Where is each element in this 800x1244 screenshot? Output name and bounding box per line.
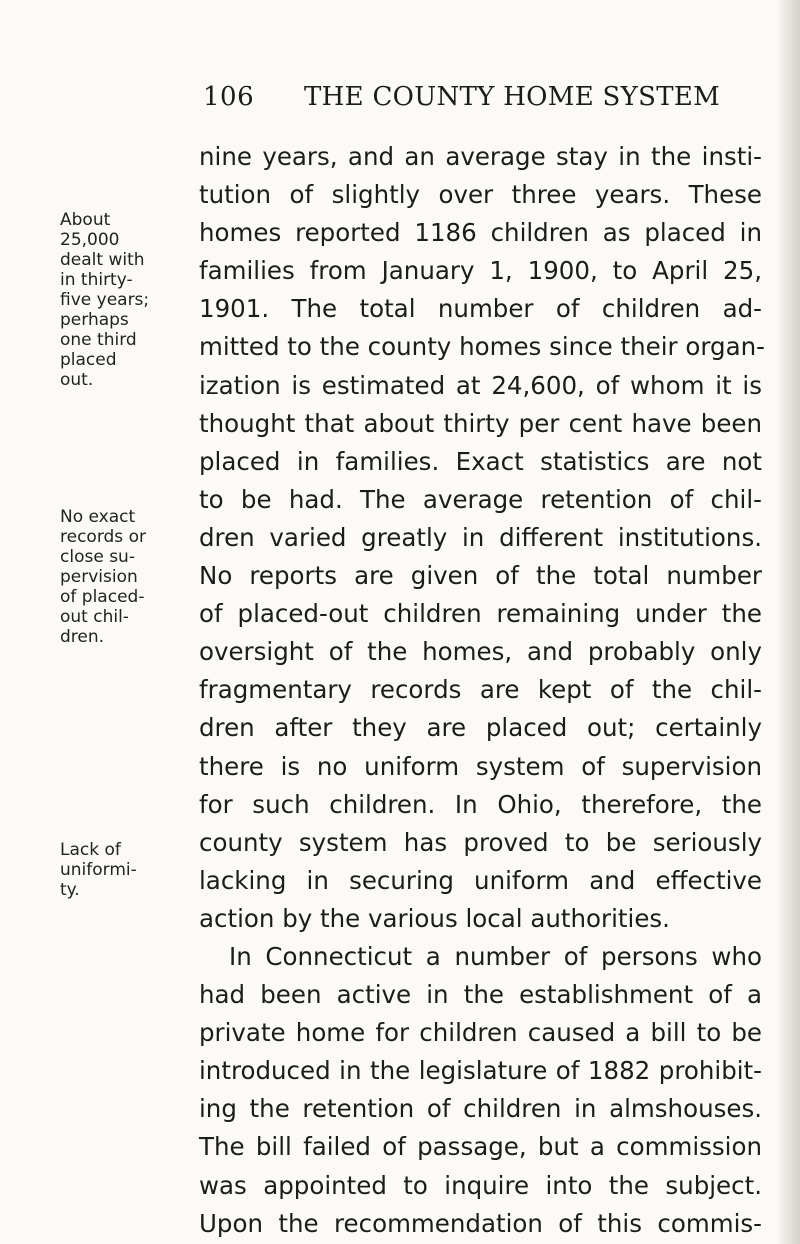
body-line: families from January 1, 1900, to April 25, <box>199 256 762 286</box>
margin-note-line: dren. <box>60 627 105 647</box>
body-line: there is no uniform system of supervision <box>199 751 762 781</box>
body-line: for such children. In Ohio, therefore, the <box>199 789 762 819</box>
margin-note-line: close su- <box>60 547 135 567</box>
margin-note-line: Lack of <box>60 840 121 860</box>
body-line: The bill failed of passage, but a commission <box>199 1132 762 1162</box>
body-line: fragmentary records are kept of the chil- <box>199 675 762 705</box>
margin-note-line: perhaps <box>60 310 129 330</box>
margin-note-line: No exact <box>60 507 136 527</box>
margin-note-line: dealt with <box>60 250 145 270</box>
body-line: ing the retention of children in almshouses. <box>199 1094 762 1124</box>
body-line: dren varied greatly in different institutions. <box>199 522 762 552</box>
body-line: In Connecticut a number of persons who <box>229 941 762 971</box>
body-line: to be had. The average retention of chil- <box>199 484 762 514</box>
page-edge-shadow <box>778 0 800 1244</box>
body-line: dren after they are placed out; certainly <box>199 713 762 743</box>
margin-note-lack-of-uniformity <box>60 840 186 900</box>
margin-note-line: out. <box>60 370 94 390</box>
margin-note-line: one third <box>60 330 137 350</box>
body-line: county system has proved to be seriously <box>199 827 762 857</box>
body-line: nine years, and an average stay in the insti- <box>199 142 762 171</box>
body-line: thought that about thirty per cent have been <box>199 408 762 438</box>
margin-note-line: five years; <box>60 290 150 310</box>
body-line: action by the various local authorities. <box>199 903 670 933</box>
body-text <box>199 138 765 1243</box>
body-line: 1901. The total number of children ad- <box>199 294 762 324</box>
margin-note-line: in thirty- <box>60 270 133 290</box>
margin-note-line: ty. <box>60 880 80 900</box>
margin-note-line: of placed- <box>60 587 145 607</box>
margin-note-line: records or <box>60 527 146 547</box>
margin-note-about-25000 <box>60 210 186 390</box>
body-line: had been active in the establishment of a <box>199 980 762 1010</box>
page-number: 106 <box>203 82 255 112</box>
body-line: private home for children caused a bill to be <box>199 1018 762 1048</box>
margin-note-line: pervision <box>60 567 138 587</box>
body-line: tution of slightly over three years. These <box>199 180 762 210</box>
running-title: THE COUNTY HOME SYSTEM <box>304 82 721 112</box>
margin-note-line: out chil- <box>60 607 129 627</box>
body-line: placed in families. Exact statistics are not <box>199 446 762 476</box>
margin-note-line: 25,000 <box>60 230 120 250</box>
body-line: mitted to the county homes since their organ- <box>199 332 765 362</box>
margin-note-no-exact-records <box>60 507 186 647</box>
body-line: ization is estimated at 24,600, of whom it is <box>199 370 762 400</box>
margin-note-line: placed <box>60 350 117 370</box>
margin-note-line: About <box>60 210 111 230</box>
body-line: of placed-out children remaining under the <box>199 599 762 629</box>
body-line: homes reported 1186 children as placed in <box>199 218 762 248</box>
body-line: oversight of the homes, and probably only <box>199 637 762 667</box>
body-line: No reports are given of the total number <box>199 561 762 591</box>
running-header <box>0 82 800 122</box>
body-line: lacking in securing uniform and effective <box>199 865 762 895</box>
margin-note-line: uniformi- <box>60 860 137 880</box>
body-line: introduced in the legislature of 1882 prohibit- <box>199 1056 762 1086</box>
body-line: Upon the recommendation of this commis- <box>199 1208 762 1238</box>
body-line: was appointed to inquire into the subject. <box>199 1170 762 1200</box>
